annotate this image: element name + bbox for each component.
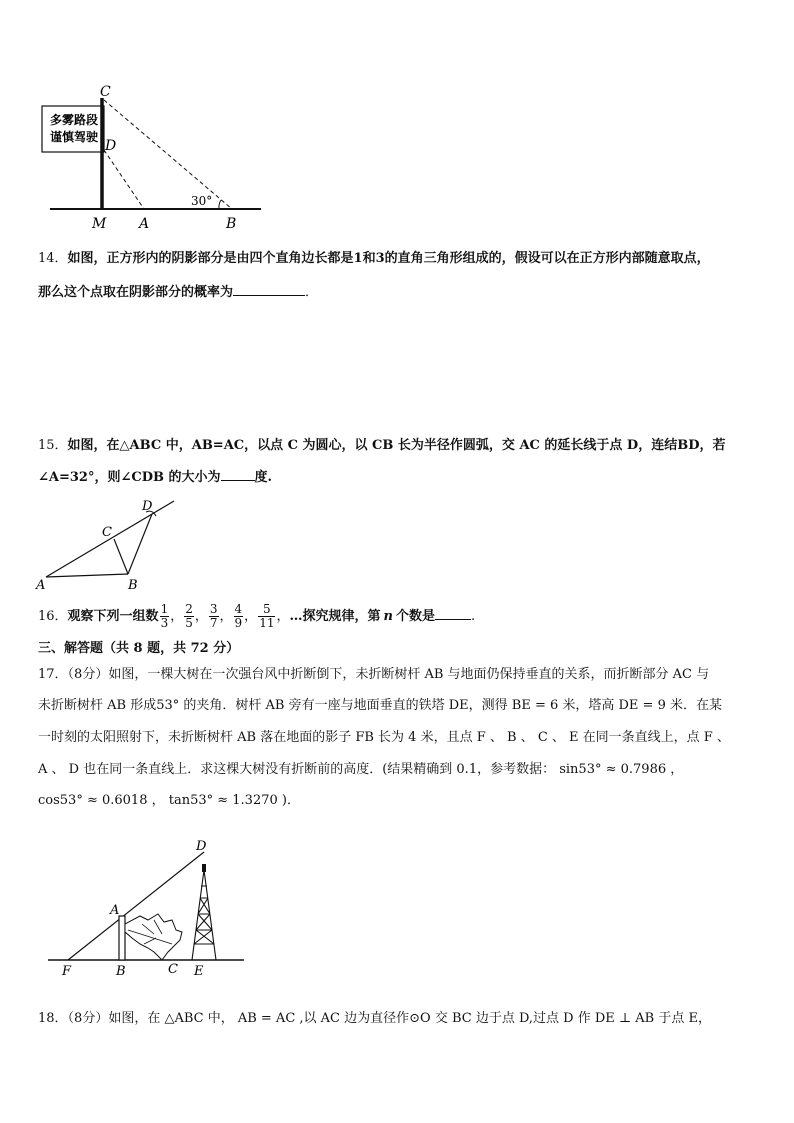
q14-text-2: 那么这个点取在阴影部分的概率为	[38, 285, 234, 300]
label-A: A	[36, 578, 46, 592]
label-C: C	[102, 525, 112, 540]
fraction-separator: ，	[244, 609, 258, 624]
q16-suffix-a: …探究规律，第	[289, 609, 381, 624]
q14-end: ．	[305, 285, 319, 300]
q14-answer-blank[interactable]	[233, 283, 305, 296]
fraction-denominator: 7	[209, 616, 218, 630]
label-B: B	[116, 964, 126, 979]
fraction-separator: ，	[219, 609, 233, 624]
fraction-numerator: 2	[185, 602, 193, 616]
fraction-denominator: 3	[160, 616, 169, 630]
q17-figure	[44, 834, 250, 980]
fraction-numerator: 4	[234, 602, 243, 616]
fraction-numerator: 3	[209, 602, 218, 616]
q15-line2	[38, 468, 272, 487]
line-BD	[128, 514, 152, 574]
tower-top	[202, 864, 206, 872]
q15-answer-blank[interactable]	[221, 468, 255, 481]
q16-fraction	[258, 603, 275, 630]
q16-var-n: n	[383, 609, 393, 624]
q17-line1: 17．（8分）如图，一棵大树在一次强台风中折断倒下，未折断树杆 AB 与地面仍保持垂直的关系，而折断部分 AC 与	[38, 667, 710, 682]
q15-number: 15．	[38, 438, 68, 453]
q16-suffix-b: 个数是	[395, 609, 435, 624]
angle-arc	[219, 200, 221, 209]
q15-figure	[34, 496, 180, 592]
section-heading: 三、解答题（共 8 题，共 72 分）	[38, 641, 240, 656]
q16-fraction	[160, 603, 170, 630]
q16-prefix: 观察下列一组数	[67, 609, 159, 624]
sign-text-2: 谨慎驾驶	[50, 130, 99, 144]
label-M: M	[92, 216, 107, 232]
label-D: D	[196, 839, 207, 854]
sun-ray-FD	[68, 852, 204, 960]
dashed-CB	[104, 100, 232, 209]
q14-line1	[38, 250, 710, 268]
line-AB	[46, 574, 128, 577]
fraction-separator: ，	[194, 609, 208, 624]
fraction-denominator: 11	[259, 616, 275, 630]
label-A: A	[110, 903, 120, 918]
q16-fraction	[234, 603, 244, 630]
label-F: F	[62, 964, 72, 979]
q17-line5: cos53° ≈ 0.6018 ， tan53° ≈ 1.3270 )．	[38, 793, 300, 808]
q16-fraction	[184, 603, 194, 630]
q15-line1	[38, 437, 725, 455]
q16-fraction-list	[159, 602, 290, 630]
q14-line2	[38, 283, 318, 302]
label-C: C	[100, 84, 111, 100]
q13-figure	[36, 84, 268, 234]
q17-line4: A 、 D 也在同一条直线上．求这棵大树没有折断前的高度．(结果精确到 0.1，参考数据： sin53° ≈ 0.7986 ，	[38, 762, 684, 777]
label-A: A	[139, 216, 150, 232]
dashed-DA	[104, 150, 144, 209]
angle-label: 30°	[191, 194, 213, 208]
label-D: D	[105, 138, 117, 154]
q17-line3: 一时刻的太阳照射下，未折断树杆 AB 落在地面的影子 FB 长为 4 米，且点 F 、 B 、 C 、 E 在同一条直线上，点 F 、	[38, 730, 730, 745]
label-D: D	[142, 499, 153, 514]
q15-text-2: ∠A=32°，则∠CDB 的大小为	[38, 470, 221, 485]
q14-text-1: 如图，正方形内的阴影部分是由四个直角边长都是1和3的直角三角形组成的，假设可以在正方形内部随意取点，	[67, 251, 710, 266]
fraction-numerator: 1	[160, 602, 169, 616]
q16-end: .	[470, 609, 476, 624]
tree-trunk	[119, 916, 125, 960]
q17-line2: 未折断树杆 AB 形成53° 的夹角．树杆 AB 旁有一座与地面垂直的铁塔 DE，测得 BE = 6 米，塔高 DE = 9 米．在某	[38, 698, 722, 713]
sign-text-1: 多雾路段	[50, 113, 99, 127]
fraction-separator: ，	[170, 609, 184, 624]
q15-end: 度.	[254, 470, 273, 485]
q16-number: 16．	[38, 609, 68, 624]
line-CB	[114, 539, 128, 574]
q16-line	[38, 599, 475, 635]
q14-number: 14．	[38, 251, 68, 266]
fraction-denominator: 9	[234, 616, 243, 630]
q15-text-1: 如图，在△ABC 中，AB=AC，以点 C 为圆心，以 CB 长为半径作圆弧，交 AC 的延长线于点 D，连结BD，若	[67, 438, 726, 453]
label-B: B	[128, 578, 138, 592]
tower	[192, 870, 216, 960]
fallen-tree	[125, 914, 182, 960]
label-E: E	[194, 964, 204, 979]
q16-fraction	[209, 603, 219, 630]
q16-answer-blank[interactable]	[435, 607, 471, 620]
fraction-numerator: 5	[258, 603, 275, 617]
fraction-denominator: 5	[185, 616, 193, 630]
label-C: C	[168, 962, 178, 977]
q18-line1: 18．（8分）如图，在 △ABC 中， AB = AC ,以 AC 边为直径作⊙O 交 BC 边于点 D,过点 D 作 DE ⊥ AB 于点 E，	[38, 1011, 711, 1026]
fraction-separator: ，	[276, 609, 290, 624]
label-B: B	[226, 216, 237, 232]
